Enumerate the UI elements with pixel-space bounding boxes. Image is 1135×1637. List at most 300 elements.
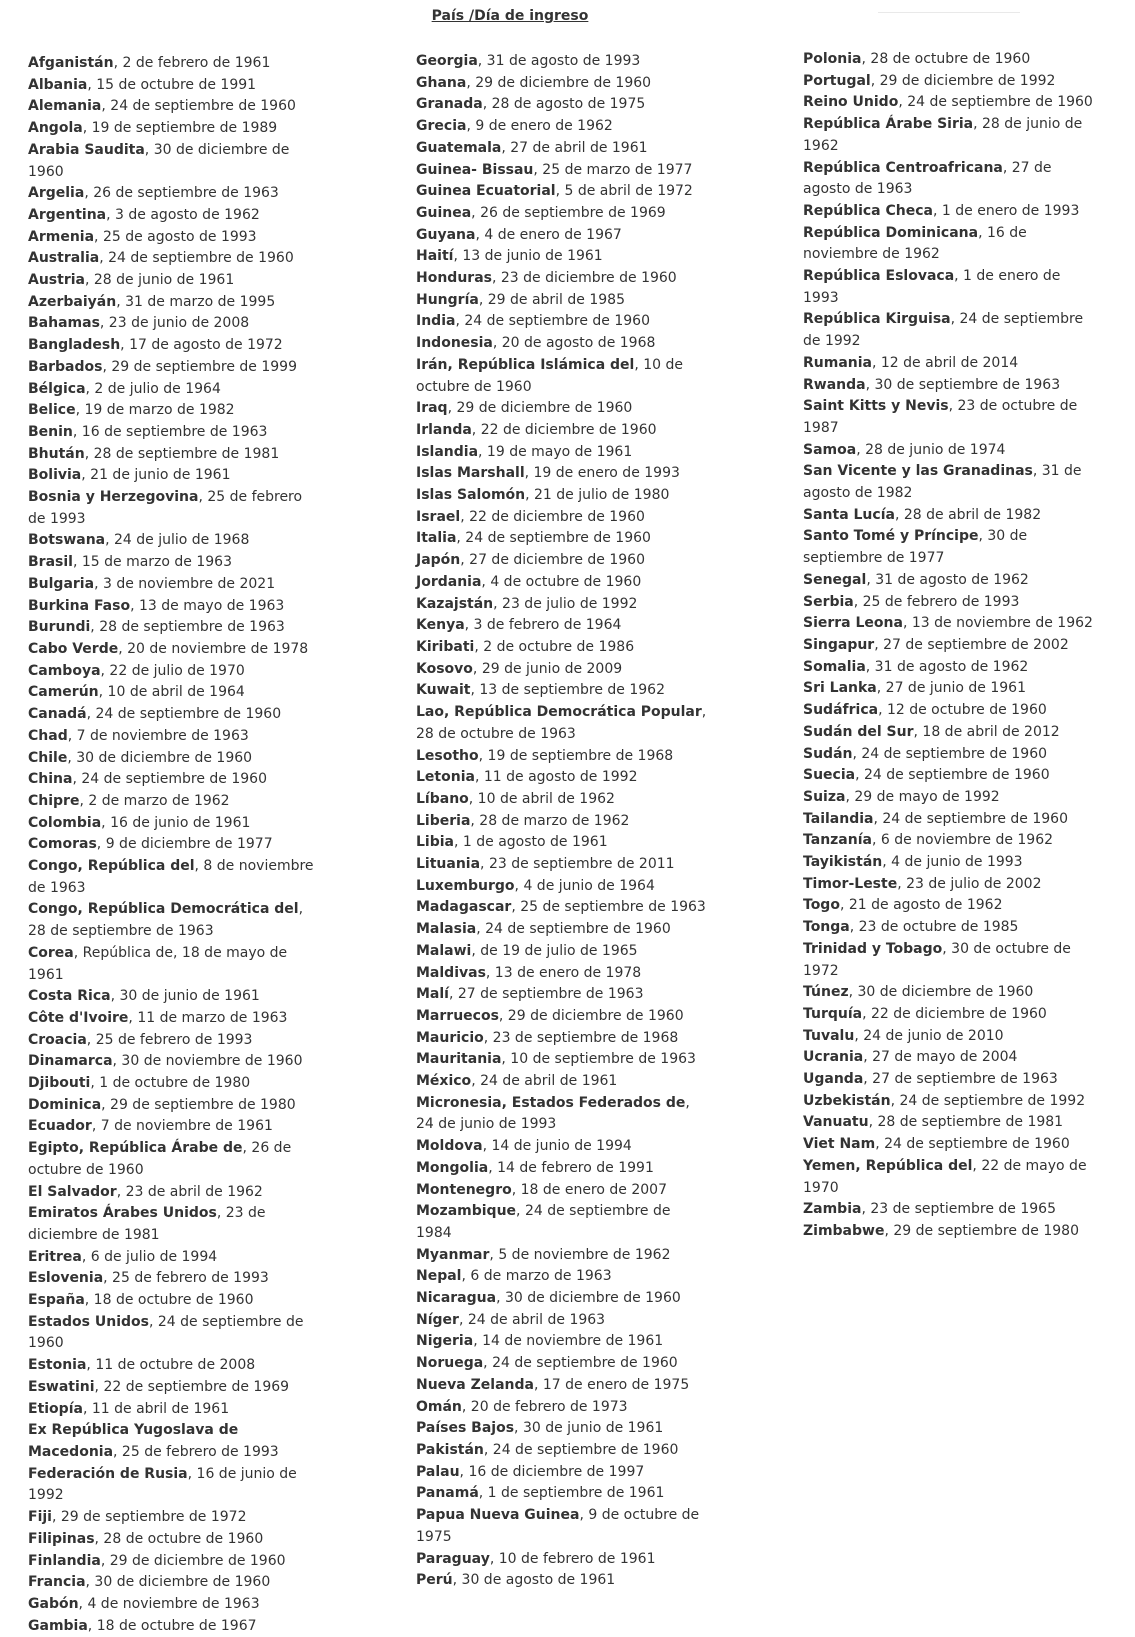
country-name: México <box>416 1073 472 1090</box>
country-name: Benin <box>28 423 73 440</box>
accession-date: , 22 de diciembre de 1960 <box>862 1005 1047 1022</box>
country-name: Tailandia <box>803 810 874 827</box>
list-item <box>28 704 318 726</box>
list-item <box>416 528 708 550</box>
accession-date: , 28 de marzo de 1962 <box>470 812 630 829</box>
accession-date: , 28 de septiembre de 1963 <box>90 619 285 636</box>
list-item <box>416 1483 708 1505</box>
list-item <box>28 487 318 530</box>
list-item <box>803 809 1095 831</box>
country-name: Corea <box>28 944 74 961</box>
list-item <box>28 813 318 835</box>
accession-date: , 22 de septiembre de 1969 <box>94 1378 290 1395</box>
list-item <box>28 270 318 292</box>
country-name: Guatemala <box>416 139 502 156</box>
list-item <box>416 160 708 182</box>
list-item <box>803 1004 1095 1026</box>
accession-date: , 24 de septiembre de 1992 <box>890 1092 1086 1109</box>
accession-date: , 10 de febrero de 1961 <box>489 1550 656 1567</box>
accession-date: , 24 de julio de 1968 <box>105 532 250 549</box>
accession-date: , 2 de octubre de 1986 <box>474 638 635 655</box>
country-name: Georgia <box>416 53 478 69</box>
accession-date: , 15 de marzo de 1963 <box>72 554 232 571</box>
accession-date: , 1 de octubre de 1980 <box>90 1075 251 1092</box>
accession-date: , 30 de diciembre de 1960 <box>28 141 290 180</box>
country-name: Lesotho <box>416 747 479 764</box>
accession-date: , 25 de febrero de 1993 <box>28 489 303 527</box>
list-item <box>416 1180 708 1202</box>
list-item <box>28 313 318 335</box>
accession-date: , 11 de agosto de 1992 <box>474 769 638 786</box>
column-3 <box>803 49 1095 1243</box>
country-name: España <box>28 1292 85 1309</box>
accession-date: , 2 de marzo de 1962 <box>79 792 230 809</box>
list-item <box>416 1353 708 1375</box>
list-item <box>28 227 318 249</box>
accession-date: , 24 de septiembre de 1960 <box>455 313 650 330</box>
accession-date: , 28 de octubre de 1960 <box>861 51 1031 67</box>
country-name: Marruecos <box>416 1007 499 1024</box>
country-name: Singapur <box>803 636 875 653</box>
list-item <box>416 1331 708 1353</box>
accession-date: , 22 de diciembre de 1960 <box>471 421 657 438</box>
country-name: Suiza <box>803 788 846 805</box>
accession-date: , 21 de junio de 1961 <box>81 467 231 484</box>
accession-date: , 23 de septiembre de 1968 <box>483 1029 679 1046</box>
country-name: Samoa <box>803 441 857 458</box>
country-name: Guyana <box>416 226 476 243</box>
list-item <box>416 897 708 919</box>
country-name: Letonia <box>416 769 475 786</box>
accession-date: , 28 de septiembre de 1981 <box>868 1114 1064 1131</box>
country-name: Azerbaiyán <box>28 293 117 310</box>
list-item <box>803 744 1095 766</box>
accession-date: , 24 de septiembre de 1960 <box>476 921 671 938</box>
list-item <box>28 943 318 986</box>
country-name: Nepal <box>416 1268 462 1285</box>
country-name: Iraq <box>416 400 448 417</box>
country-name: San Vicente y las Granadinas <box>803 463 1033 480</box>
accession-date: , 10 de septiembre de 1963 <box>501 1051 696 1068</box>
list-item <box>416 637 708 659</box>
accession-date: , 27 de junio de 1961 <box>876 680 1027 697</box>
country-name: Irlanda <box>416 421 472 438</box>
list-item <box>416 333 708 355</box>
divider <box>878 12 1020 13</box>
accession-date: , 30 de diciembre de 1960 <box>67 749 253 766</box>
country-name: Guinea- Bissau <box>416 161 534 178</box>
country-name: Micronesia, Estados Federados de <box>416 1094 686 1111</box>
list-item <box>416 442 708 464</box>
list-item <box>416 550 708 572</box>
accession-date: , 16 de noviembre de 1962 <box>803 224 1027 263</box>
country-name: Uzbekistán <box>803 1092 891 1109</box>
accession-date: , 28 de junio de 1962 <box>803 116 1083 154</box>
accession-date: , 31 de agosto de 1982 <box>803 463 1082 502</box>
country-name: República Dominicana <box>803 224 979 241</box>
country-name: Lao, República Democrática Popular <box>416 704 702 721</box>
accession-date: , 14 de junio de 1994 <box>482 1138 632 1155</box>
accession-date: , 4 de junio de 1993 <box>882 854 1023 871</box>
country-name: Estonia <box>28 1357 87 1374</box>
accession-date: , 21 de julio de 1980 <box>525 487 670 504</box>
accession-date: , 28 de junio de 1974 <box>856 441 1006 458</box>
list-item <box>28 1051 318 1073</box>
list-item <box>416 138 708 160</box>
list-item <box>416 702 708 745</box>
accession-date: , 29 de septiembre de 1980 <box>101 1096 296 1113</box>
country-name: Suecia <box>803 767 856 784</box>
accession-date: , 29 de mayo de 1992 <box>845 788 1000 805</box>
list-item <box>416 94 708 116</box>
list-item <box>803 852 1095 874</box>
accession-date: , 20 de noviembre de 1978 <box>118 640 309 657</box>
accession-date: , 24 de septiembre de 1960 <box>875 1136 1070 1153</box>
accession-date: , 24 de septiembre de 1960 <box>101 98 296 115</box>
list-item <box>28 617 318 639</box>
list-item <box>416 420 708 442</box>
accession-date: , 29 de diciembre de 1992 <box>870 72 1056 89</box>
country-name: Tonga <box>803 919 850 936</box>
accession-date: , República de, 18 de mayo de 1961 <box>28 944 288 983</box>
list-item <box>28 1095 318 1117</box>
country-name: Colombia <box>28 814 102 831</box>
country-name: Polonia <box>803 51 862 67</box>
country-name: Egipto, República Árabe de <box>28 1140 243 1157</box>
accession-date: , 16 de diciembre de 1997 <box>459 1463 645 1480</box>
list-item <box>803 309 1095 352</box>
country-name: Sudáfrica <box>803 702 879 719</box>
country-name: Pakistán <box>416 1442 484 1458</box>
accession-date: , 3 de febrero de 1964 <box>464 617 622 634</box>
accession-date: , 23 de diciembre de 1960 <box>491 270 677 287</box>
country-name: Kenya <box>416 617 465 634</box>
country-name: Afganistán <box>28 55 114 71</box>
list-item <box>416 659 708 681</box>
accession-date: , 29 de septiembre de 1999 <box>102 358 297 375</box>
list-item <box>28 1355 318 1377</box>
accession-date: , 31 de marzo de 1995 <box>116 293 276 310</box>
list-item <box>803 440 1095 462</box>
list-item <box>28 530 318 552</box>
accession-date: , 17 de enero de 1975 <box>533 1376 690 1393</box>
list-item <box>803 939 1095 982</box>
country-name: Omán <box>416 1398 462 1415</box>
country-name: Djibouti <box>28 1075 91 1092</box>
country-name: Santa Lucía <box>803 506 895 523</box>
accession-date: , 10 de abril de 1964 <box>98 684 245 701</box>
list-item <box>28 1290 318 1312</box>
list-item <box>416 832 708 854</box>
country-name: Uganda <box>803 1071 864 1088</box>
accession-date: , 24 de abril de 1963 <box>458 1311 606 1328</box>
country-name: Bolivia <box>28 467 82 484</box>
accession-date: , 16 de septiembre de 1963 <box>72 423 268 440</box>
country-name: Libia <box>416 834 454 851</box>
list-item <box>28 791 318 813</box>
list-item <box>416 1288 708 1310</box>
list-item <box>416 116 708 138</box>
country-name: República Kirguisa <box>803 311 951 328</box>
country-name: Luxemburgo <box>416 877 515 894</box>
country-name: Ex República Yugoslava de Macedonia <box>28 1422 239 1460</box>
country-name: Haití <box>416 248 454 265</box>
accession-date: , 25 de septiembre de 1963 <box>511 899 706 916</box>
list-item <box>416 876 708 898</box>
list-item <box>28 183 318 205</box>
list-item <box>803 592 1095 614</box>
accession-date: , 29 de abril de 1985 <box>478 291 625 308</box>
list-item <box>803 71 1095 93</box>
list-item <box>416 1462 708 1484</box>
accession-date: , 30 de octubre de 1972 <box>803 940 1071 979</box>
country-name: Albania <box>28 76 88 93</box>
list-item <box>803 895 1095 917</box>
accession-date: , 27 de septiembre de 1963 <box>448 986 644 1003</box>
country-name: Kiribati <box>416 638 475 655</box>
country-name: Malawi <box>416 942 472 959</box>
accession-date: , 27 de abril de 1961 <box>501 139 648 156</box>
list-item <box>28 661 318 683</box>
list-item <box>416 225 708 247</box>
list-item <box>28 1616 318 1637</box>
country-name: Filipinas <box>28 1530 95 1547</box>
country-name: Fiji <box>28 1509 52 1526</box>
country-name: Sierra Leona <box>803 615 903 632</box>
list-item <box>803 461 1095 504</box>
list-item <box>28 1182 318 1204</box>
accession-date: , 9 de enero de 1962 <box>466 118 613 135</box>
country-name: Congo, República del <box>28 858 195 875</box>
list-item <box>416 268 708 290</box>
list-item <box>28 357 318 379</box>
country-name: Tanzanía <box>803 832 872 849</box>
country-name: Chad <box>28 727 68 744</box>
accession-date: , 16 de junio de 1961 <box>101 814 251 831</box>
accession-date: , 30 de noviembre de 1960 <box>112 1053 303 1070</box>
list-item <box>28 769 318 791</box>
accession-date: , 24 de septiembre de 1960 <box>99 250 294 267</box>
accession-date: , 29 de septiembre de 1972 <box>51 1509 247 1526</box>
list-item <box>803 49 1095 71</box>
accession-date: , 13 de enero de 1978 <box>485 964 642 981</box>
accession-date: , 24 de junio de 2010 <box>854 1027 1004 1044</box>
country-name: Italia <box>416 530 457 547</box>
list-item <box>28 682 318 704</box>
list-item <box>416 984 708 1006</box>
list-item <box>803 1112 1095 1134</box>
accession-date: , 4 de octubre de 1960 <box>481 573 642 590</box>
accession-date: , 31 de agosto de 1993 <box>477 53 641 69</box>
list-item <box>803 92 1095 114</box>
country-name: Kuwait <box>416 682 471 699</box>
country-name: Dinamarca <box>28 1053 113 1070</box>
country-name: Turquía <box>803 1005 863 1022</box>
list-item <box>28 1529 318 1551</box>
accession-date: , 1 de agosto de 1961 <box>454 834 608 851</box>
accession-date: , 1 de septiembre de 1961 <box>478 1485 665 1502</box>
country-name: Ghana <box>416 74 467 91</box>
country-name: Camerún <box>28 684 99 701</box>
country-name: Belice <box>28 402 76 419</box>
country-name: Bahamas <box>28 315 100 332</box>
list-item <box>28 96 318 118</box>
country-name: Sudán <box>803 745 853 762</box>
accession-date: , 19 de enero de 1993 <box>524 465 680 482</box>
accession-date: , 18 de octubre de 1960 <box>84 1292 254 1309</box>
country-name: Saint Kitts y Nevis <box>803 398 949 415</box>
country-name: Tayikistán <box>803 854 883 871</box>
list-item <box>803 1069 1095 1091</box>
list-item <box>28 834 318 856</box>
list-item <box>28 1008 318 1030</box>
list-item <box>803 678 1095 700</box>
country-name: Emiratos Árabes Unidos <box>28 1205 217 1222</box>
country-name: Estados Unidos <box>28 1313 149 1330</box>
list-item <box>28 1247 318 1269</box>
country-name: Mozambique <box>416 1203 517 1220</box>
list-item <box>803 1047 1095 1069</box>
country-name: Bosnia y Herzegovina <box>28 489 199 506</box>
accession-date: , 17 de agosto de 1972 <box>120 337 283 354</box>
accession-date: , 24 de septiembre de 1960 <box>483 1442 679 1458</box>
country-name: Níger <box>416 1311 459 1328</box>
accession-date: , 24 de septiembre de 1960 <box>456 530 651 547</box>
accession-date: , 30 de junio de 1961 <box>110 988 260 1005</box>
list-item <box>416 463 708 485</box>
accession-date: , 29 de junio de 2009 <box>472 660 623 677</box>
accession-date: , 30 de agosto de 1961 <box>452 1572 616 1589</box>
country-name: Gambia <box>28 1617 88 1634</box>
list-item <box>416 1201 708 1244</box>
list-item <box>28 248 318 270</box>
list-item <box>416 181 708 203</box>
list-item <box>28 465 318 487</box>
list-item <box>416 680 708 702</box>
list-item <box>803 1156 1095 1199</box>
country-name: Barbados <box>28 358 103 375</box>
country-name: Guinea Ecuatorial <box>416 183 556 200</box>
accession-date: , 20 de agosto de 1968 <box>492 335 656 352</box>
accession-date: , 8 de noviembre de 1963 <box>28 858 314 896</box>
accession-date: , 19 de septiembre de 1968 <box>478 747 674 764</box>
accession-date: , 9 de diciembre de 1977 <box>96 836 273 853</box>
country-name: Jordania <box>416 573 482 590</box>
list-item <box>803 1091 1095 1113</box>
accession-date: , 28 de junio de 1961 <box>84 272 235 289</box>
list-item <box>416 311 708 333</box>
country-name: Finlandia <box>28 1552 101 1569</box>
list-item <box>416 811 708 833</box>
accession-date: , 29 de diciembre de 1960 <box>466 74 652 91</box>
list-item <box>28 1572 318 1594</box>
list-item <box>28 1073 318 1095</box>
accession-date: , 27 de diciembre de 1960 <box>460 552 645 569</box>
country-name: Túnez <box>803 984 849 1001</box>
accession-date: , 28 de octubre de 1963 <box>416 704 707 742</box>
list-item <box>28 205 318 227</box>
country-name: Nigeria <box>416 1333 474 1350</box>
country-name: Tuvalu <box>803 1027 855 1044</box>
country-name: Angola <box>28 120 83 137</box>
accession-date: , 2 de julio de 1964 <box>85 380 221 397</box>
country-name: Mauricio <box>416 1029 484 1046</box>
country-name: Brasil <box>28 554 73 571</box>
list-item <box>28 335 318 357</box>
list-item <box>416 355 708 398</box>
list-item <box>416 1028 708 1050</box>
list-item <box>416 941 708 963</box>
list-item <box>28 596 318 618</box>
country-name: Zimbabwe <box>803 1222 885 1239</box>
country-name: Arabia Saudita <box>28 141 145 158</box>
list-item <box>416 1266 708 1288</box>
country-name: Eslovenia <box>28 1270 104 1287</box>
country-name: Montenegro <box>416 1181 512 1198</box>
list-item <box>28 1420 318 1463</box>
accession-date: , 9 de octubre de 1975 <box>416 1507 700 1545</box>
country-name: China <box>28 771 73 788</box>
country-name: Camboya <box>28 662 101 679</box>
list-item <box>416 246 708 268</box>
list-item <box>803 787 1095 809</box>
accession-date: , 3 de agosto de 1962 <box>106 206 260 223</box>
list-item <box>416 594 708 616</box>
column-1 <box>28 53 318 1637</box>
list-item <box>28 1507 318 1529</box>
accession-date: , 23 de abril de 1962 <box>116 1183 263 1200</box>
list-item <box>28 986 318 1008</box>
list-item <box>28 639 318 661</box>
country-name: Kazajstán <box>416 595 494 612</box>
list-item <box>416 1397 708 1419</box>
country-name: Nicaragua <box>416 1290 497 1307</box>
country-name: Argentina <box>28 206 107 223</box>
list-item <box>803 505 1095 527</box>
list-item <box>28 75 318 97</box>
list-item <box>803 1134 1095 1156</box>
list-item <box>416 789 708 811</box>
accession-date: , 24 de septiembre de 1960 <box>898 94 1093 111</box>
accession-date: , 24 de junio de 1993 <box>416 1094 690 1133</box>
list-item <box>28 856 318 899</box>
list-item <box>803 158 1095 201</box>
accession-date: , 12 de abril de 2014 <box>872 354 1019 371</box>
list-item <box>28 140 318 183</box>
accession-date: , 28 de septiembre de 1963 <box>28 901 304 940</box>
list-item <box>416 485 708 507</box>
accession-date: , 24 de septiembre de 1984 <box>416 1203 671 1241</box>
accession-date: , 25 de febrero de 1993 <box>113 1444 279 1460</box>
country-name: Comoras <box>28 836 97 853</box>
accession-date: , 10 de octubre de 1960 <box>416 356 684 395</box>
country-name: Bhután <box>28 445 85 462</box>
country-name: Moldova <box>416 1138 483 1155</box>
accession-date: , 16 de junio de 1992 <box>28 1465 297 1504</box>
accession-date: , 18 de abril de 2012 <box>913 723 1060 740</box>
list-item <box>803 765 1095 787</box>
list-item <box>28 53 318 75</box>
country-name: Reino Unido <box>803 94 899 111</box>
country-name: Burundi <box>28 619 91 636</box>
list-item <box>803 396 1095 439</box>
country-name: Austria <box>28 272 85 289</box>
accession-date: , 11 de octubre de 2008 <box>86 1357 256 1374</box>
country-name: Cabo Verde <box>28 640 119 657</box>
list-item <box>28 1203 318 1246</box>
country-name: Francia <box>28 1574 86 1591</box>
list-item <box>803 700 1095 722</box>
